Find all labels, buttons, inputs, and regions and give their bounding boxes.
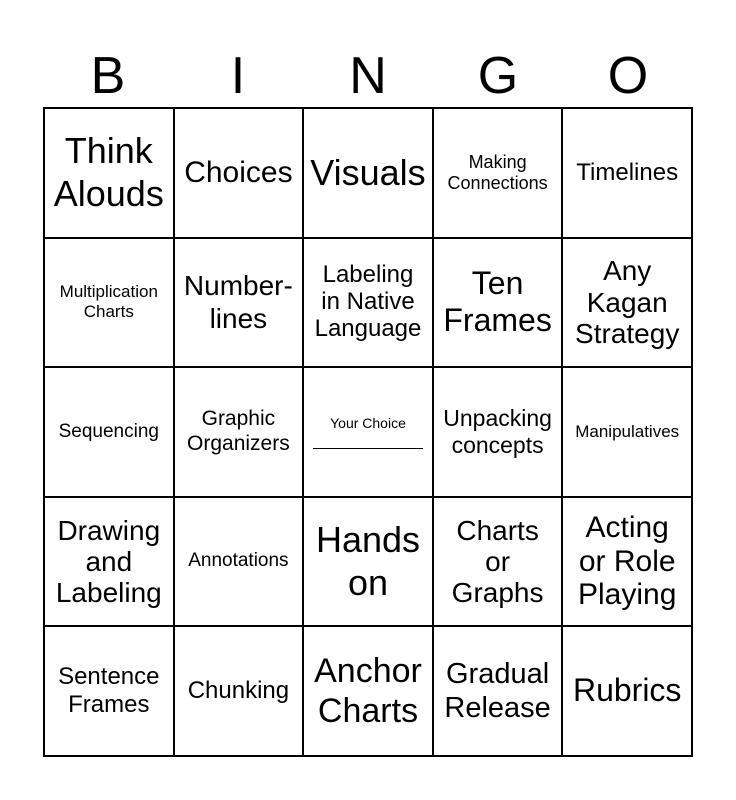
bingo-cell-label: Chunking <box>187 677 290 705</box>
bingo-cell-label: Any Kagan Strategy <box>575 255 680 350</box>
bingo-cell[interactable] <box>562 626 692 756</box>
bingo-header <box>43 48 693 104</box>
bingo-cell[interactable] <box>44 367 174 497</box>
bingo-cell[interactable] <box>562 238 692 368</box>
bingo-cell[interactable] <box>303 238 433 368</box>
bingo-cell[interactable] <box>303 497 433 627</box>
bingo-letter-g: G <box>477 47 519 105</box>
bingo-cell-label: Visuals <box>310 151 426 193</box>
bingo-cell-label: Think Alouds <box>53 130 164 214</box>
bingo-cell-label: Sequencing <box>58 420 159 442</box>
bingo-cell[interactable] <box>174 238 304 368</box>
bingo-cell[interactable] <box>44 626 174 756</box>
free-cell-write-line <box>313 448 423 449</box>
bingo-cell[interactable] <box>303 108 433 238</box>
bingo-cell-label: Drawing and Labeling <box>55 514 162 609</box>
bingo-cell[interactable] <box>562 497 692 627</box>
bingo-cell-label: Ten Frames <box>443 264 552 339</box>
bingo-cell[interactable] <box>433 367 563 497</box>
bingo-cell-label: Annotations <box>188 550 289 572</box>
bingo-cell-label: Sentence Frames <box>58 662 160 719</box>
bingo-cell-label: Choices <box>184 156 293 190</box>
bingo-cell[interactable] <box>174 367 304 497</box>
bingo-free-cell[interactable] <box>303 367 433 497</box>
bingo-cell-label: Labeling in Native Language <box>314 261 422 342</box>
bingo-cell[interactable] <box>433 497 563 627</box>
bingo-cell[interactable] <box>174 497 304 627</box>
bingo-cell[interactable] <box>44 108 174 238</box>
bingo-cell[interactable] <box>44 238 174 368</box>
bingo-cell[interactable] <box>174 108 304 238</box>
bingo-cell[interactable] <box>562 108 692 238</box>
bingo-cell-label: Gradual Release <box>444 657 551 725</box>
free-cell-label: Your Choice <box>330 415 406 432</box>
bingo-letter-b: B <box>90 47 126 105</box>
bingo-board <box>43 107 693 757</box>
bingo-cell[interactable] <box>562 367 692 497</box>
bingo-cell-label: Manipulatives <box>575 421 680 441</box>
bingo-cell-label: Acting or Role Playing <box>577 511 677 612</box>
bingo-cell-label: Unpacking concepts <box>443 404 552 458</box>
bingo-cell-label: Anchor Charts <box>314 652 422 731</box>
bingo-cell-label: Multiplication Charts <box>59 282 158 322</box>
bingo-cell-label: Rubrics <box>572 672 682 709</box>
bingo-letter-o: O <box>607 47 649 105</box>
bingo-cell-label: Number- lines <box>183 270 293 335</box>
bingo-letter-n: N <box>349 47 387 105</box>
bingo-cell[interactable] <box>174 626 304 756</box>
bingo-cell-label: Graphic Organizers <box>187 407 290 455</box>
bingo-cell-label: Hands on <box>315 519 421 603</box>
bingo-cell[interactable] <box>433 238 563 368</box>
bingo-cell-label: Timelines <box>576 158 679 186</box>
bingo-cell[interactable] <box>433 626 563 756</box>
bingo-cell-label: Making Connections <box>447 151 548 193</box>
bingo-letter-i: I <box>230 47 246 105</box>
bingo-cell[interactable] <box>433 108 563 238</box>
bingo-cell-label: Charts or Graphs <box>451 514 544 609</box>
bingo-cell[interactable] <box>44 497 174 627</box>
bingo-cell[interactable] <box>303 626 433 756</box>
